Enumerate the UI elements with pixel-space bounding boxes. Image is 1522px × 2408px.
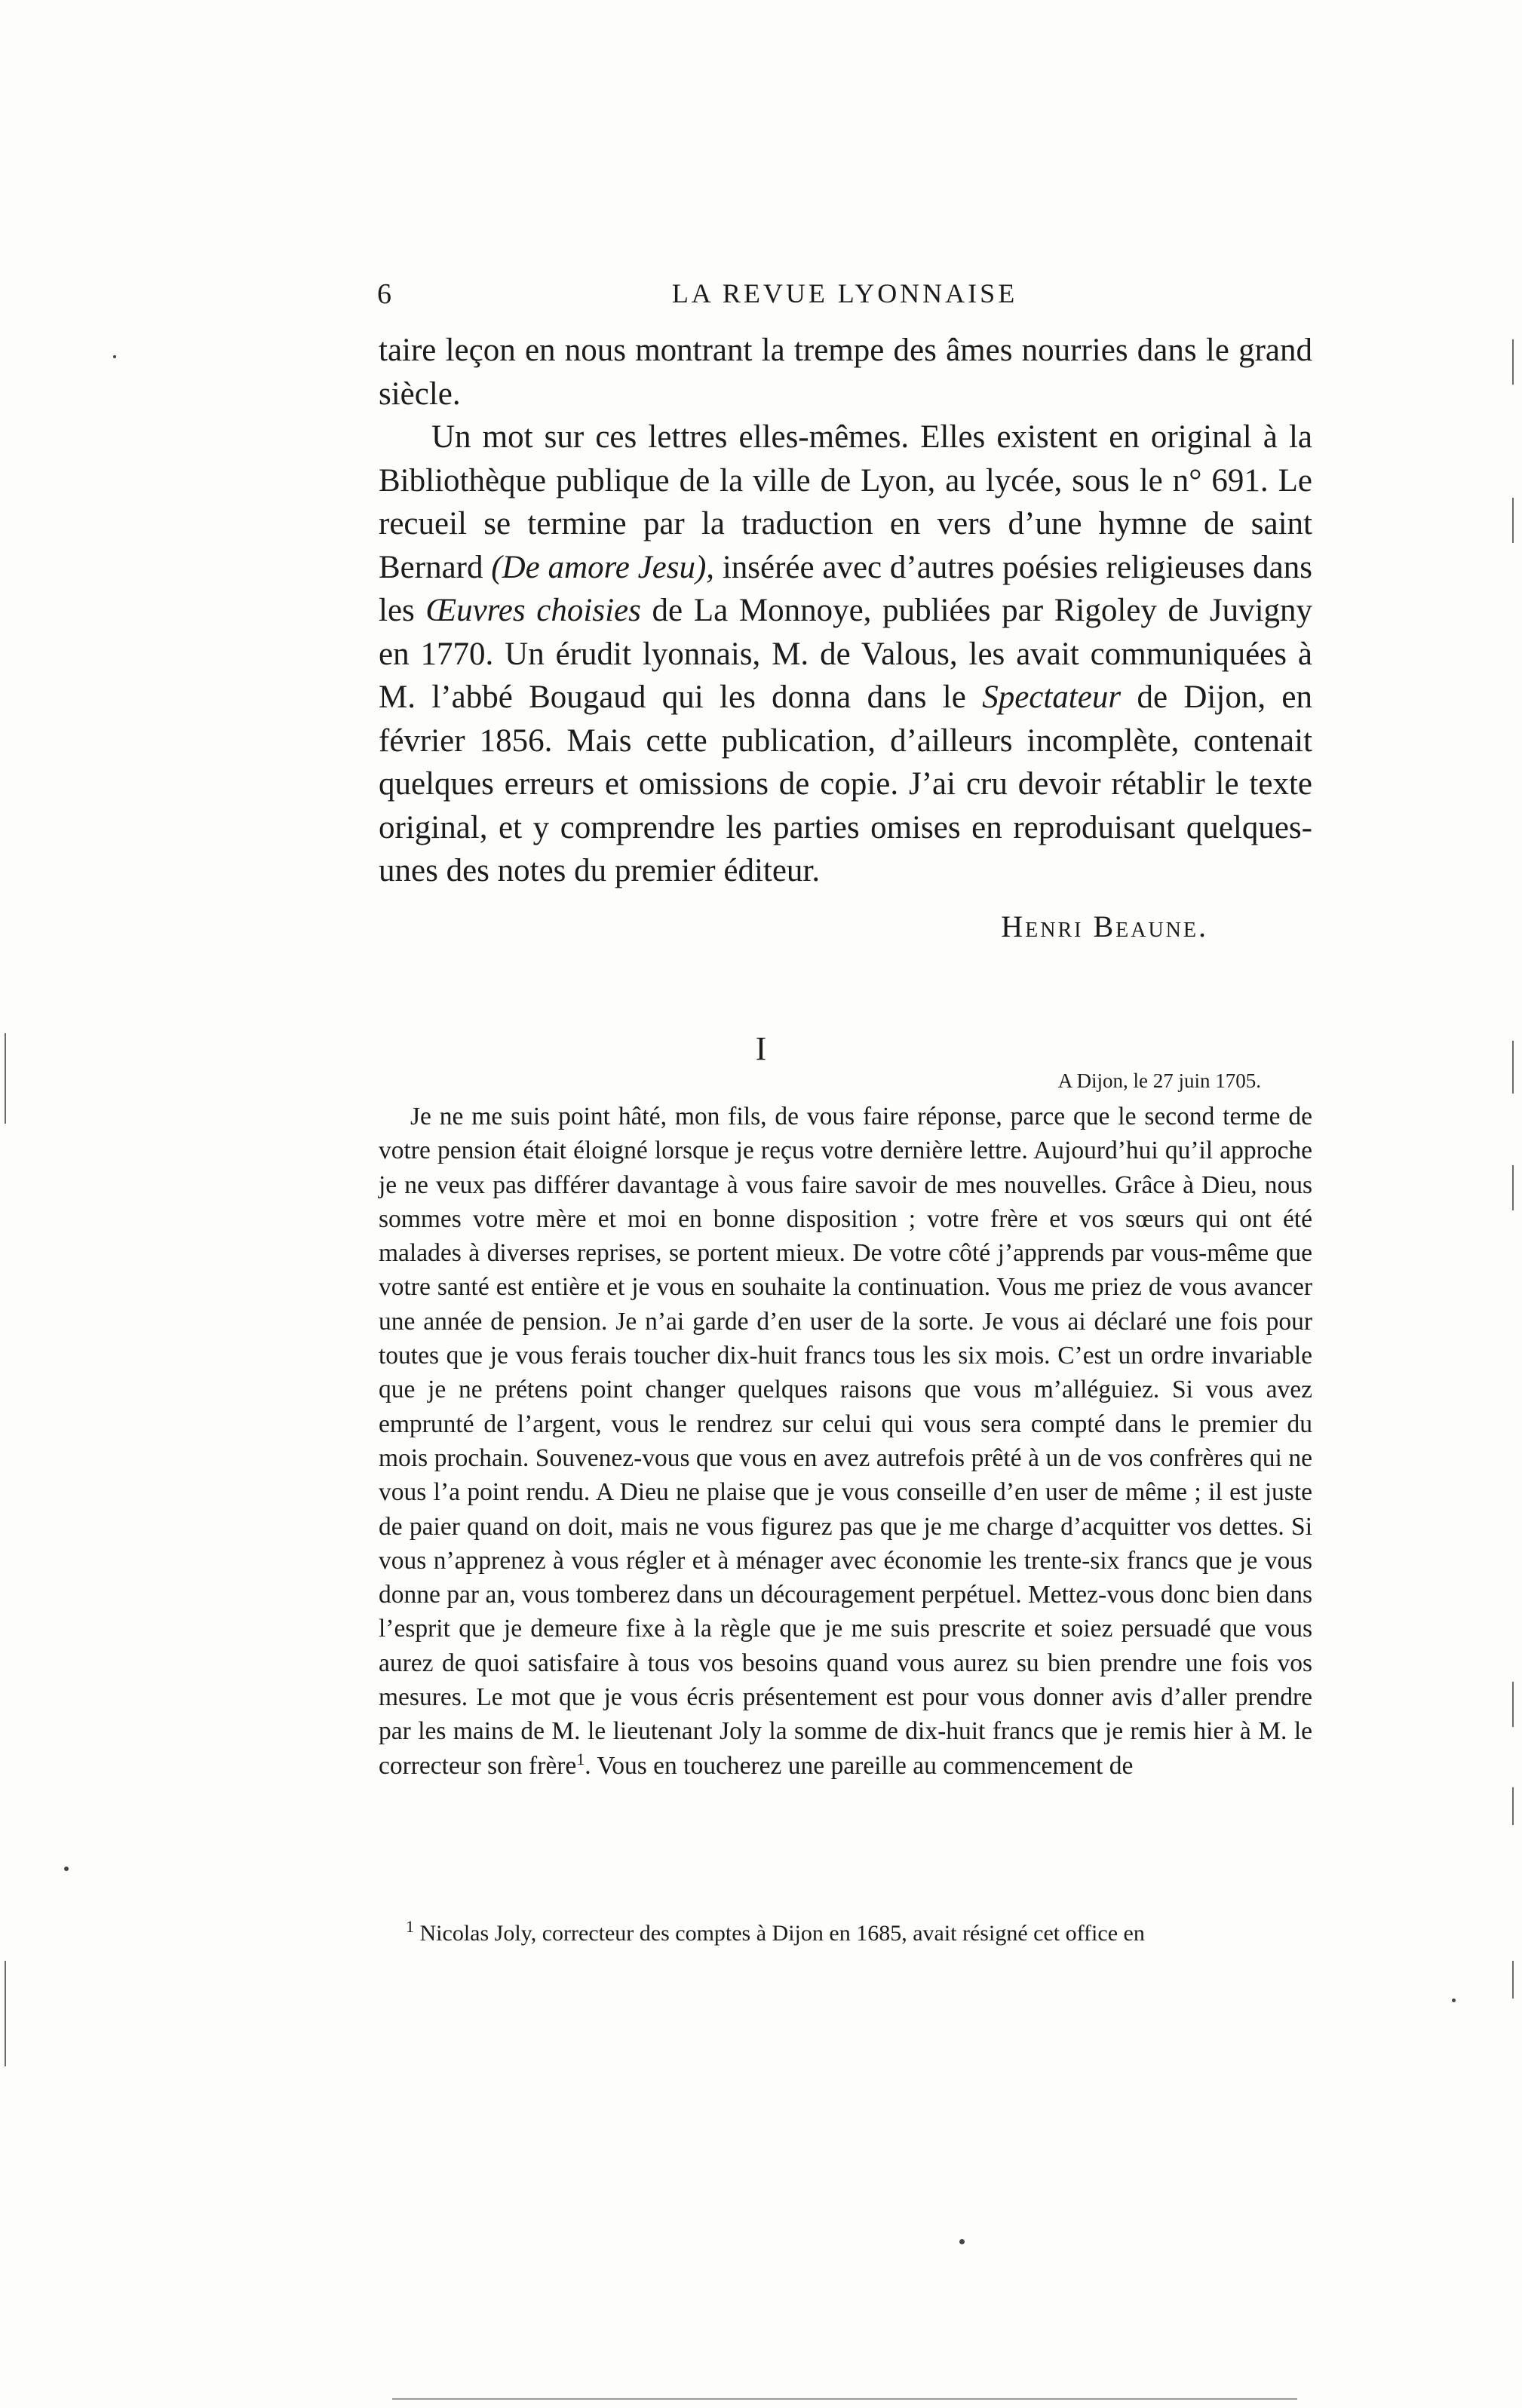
running-header — [377, 278, 1312, 315]
running-title: LA REVUE LYONNAISE — [671, 278, 1018, 308]
book-title: Œuvres choisies — [425, 593, 641, 628]
scan-edge-mark — [5, 1033, 6, 1124]
letter-paragraph: Je ne me suis point hâté, mon fils, de vous faire réponse, parce que le second terme de votre pension était éloigné lorsque je reçus votre dernière lettre. Aujourd’hui qu’il approche je ne veux pas différer davantage à vous faire savoir de mes nouvelles. Grâce à Dieu, nous sommes votre mère et moi en bonne disposition ; votre frère et vos sœurs qui ont été malades à diverses reprises, se portent mieux. De votre côté j’apprends par vous-même que votre santé est entière et je vous en souhaite la continuation. Vous me priez de vous avancer une année de pension. Je n’ai garde d’en user de la sorte. Je vous ai déclaré une fois pour toutes que je vous ferais toucher dix-huit francs tous les six mois. C’est un ordre invariable que je ne prétens point changer quelques raisons que vous m’alléguiez. Si vous avez emprunté de l’argent, vous le rendrez sur celui qui vous sera compté dans le premier du mois prochain. Souvenez-vous que vous en avez autrefois prêté à un de vos confrères qui ne vous l’a point rendu. A Dieu ne plaise que je vous conseille d’en user de même ; il est juste de paier quand on doit, mais ne vous figurez pas que je me charge d’acquitter vos dettes. Si vous n’apprenez à vous régler et à ménager avec économie les trente-six francs que je vous donne par an, vous tomberez dans un découragement perpétuel. Mettez-vous donc bien dans l’esprit que je demeure fixe à la règle que je me suis prescrite et soiez persuadé que vous aurez de quoi satisfaire à tous vos besoins quand vous aurez su bien prendre une fois vos mesures. Le mot que je vous écris présentement est pour vous donner avis d’aller prendre par les mains de M. le lieutenant Joly la somme de dix-huit francs que je remis hier à M. le correcteur son frère$^1$. Vous en toucherez une pareille au commencement de — [379, 1103, 1312, 1780]
scan-edge-mark — [1512, 1961, 1514, 1998]
scan-speck — [113, 355, 116, 358]
footnote — [379, 1919, 1312, 1949]
scan-edge-mark — [5, 1961, 6, 2066]
letter-body — [379, 1100, 1312, 1783]
scan-edge-line — [392, 2398, 1297, 2400]
page-number: 6 — [377, 278, 391, 310]
footnote-text: Nicolas Joly, correcteur des comptes à Dijon en 1685, avait résigné cet office en — [419, 1921, 1145, 1946]
journal-title: Spectateur — [982, 679, 1122, 715]
scan-speck — [1452, 1998, 1456, 2002]
letter-number: I — [755, 1030, 767, 1067]
scan-edge-mark — [1512, 1041, 1514, 1094]
scan-edge-mark — [1512, 1787, 1514, 1825]
intro-paragraph-2: Un mot sur ces lettres elles-mêmes. Elles existent en original à la Bibliothèque publique de la ville de Lyon, au lycée, sous le n° 691. Le recueil se termine par la traduction en vers d’une hymne de saint Bernard (De amore Jesu), insérée avec d’autres poésies religieuses dans les Œuvres choisies de La Monnoye, publiées par Rigoley de Juvigny en 1770. Un érudit lyonnais, M. de Valous, les avait communiquées à M. l’abbé Bougaud qui les donna dans le Spectateur de Dijon, en février 1856. Mais cette publication, d’ailleurs incomplète, contenait quelques erreurs et omissions de copie. J’ai cru devoir rétablir le texte original, et y comprendre les parties omises en reproduisant quelques-unes des notes du premier éditeur. — [379, 419, 1313, 888]
intro-text — [379, 329, 1312, 893]
scan-edge-mark — [1512, 1165, 1514, 1210]
scan-speck — [959, 2239, 965, 2244]
scan-edge-mark — [1512, 339, 1514, 385]
intro-paragraph-1: taire leçon en nous montrant la trempe des âmes nourries dans le grand siècle. — [379, 333, 1312, 412]
footnote-marker: 1 — [406, 1917, 414, 1936]
scan-edge-mark — [1512, 1682, 1514, 1727]
letter-dateline: A Dijon, le 27 juin 1705. — [1057, 1069, 1261, 1092]
footnote-reference: 1 — [576, 1749, 585, 1768]
scan-speck — [64, 1867, 69, 1871]
latin-title: (De amore Jesu), — [491, 549, 715, 585]
scan-edge-mark — [1512, 498, 1514, 543]
author-signature: Henri Beaune. — [1001, 910, 1208, 943]
